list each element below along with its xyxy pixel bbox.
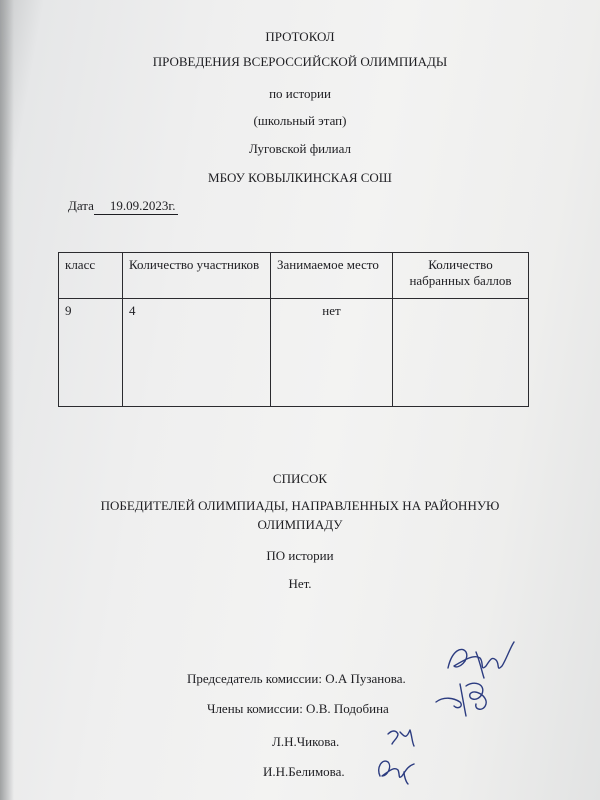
subject-line: по истории — [269, 86, 331, 101]
winners-line-2: ОЛИМПИАДУ — [257, 517, 343, 532]
protocol-title: ПРОТОКОЛ — [265, 29, 335, 44]
commission-members: Члены комиссии: О.В. Подобина — [207, 701, 389, 716]
commission-member-3: И.Н.Белимова. — [263, 764, 345, 779]
commission-member-2: Л.Н.Чикова. — [272, 734, 340, 749]
cell-score — [393, 299, 529, 407]
winners-line-1: ПОБЕДИТЕЛЕЙ ОЛИМПИАДЫ, НАПРАВЛЕННЫХ НА РАЙОННУЮ — [100, 498, 500, 513]
column-header: Количество набранных баллов — [393, 253, 529, 299]
results-table — [58, 252, 529, 407]
branch-line: Луговской филиал — [249, 141, 351, 156]
winners-subject: ПО истории — [266, 548, 334, 563]
column-header: Количество участников — [123, 253, 271, 299]
date-value: 19.09.2023г. — [94, 198, 178, 215]
stage-line: (школьный этап) — [253, 113, 347, 128]
cell-grade: 9 — [59, 299, 123, 407]
commission-chair: Председатель комиссии: О.А Пузанова. — [187, 671, 406, 686]
column-header: класс — [59, 253, 123, 299]
signature-member-1-icon — [430, 676, 498, 720]
protocol-subtitle: ПРОВЕДЕНИЯ ВСЕРОССИЙСКОЙ ОЛИМПИАДЫ — [152, 54, 448, 69]
signature-member-3-icon — [372, 752, 420, 786]
table-header-row — [59, 253, 529, 299]
date-label: Дата — [68, 198, 94, 213]
winners-title: СПИСОК — [272, 471, 328, 486]
signature-member-2-icon — [384, 724, 418, 750]
cell-place: нет — [271, 299, 393, 407]
school-name: МБОУ КОВЫЛКИНСКАЯ СОШ — [208, 170, 392, 185]
cell-participants: 4 — [123, 299, 271, 407]
column-header: Занимаемое место — [271, 253, 393, 299]
table-row — [59, 299, 529, 407]
date-line — [68, 198, 178, 215]
winners-value: Нет. — [288, 576, 312, 591]
